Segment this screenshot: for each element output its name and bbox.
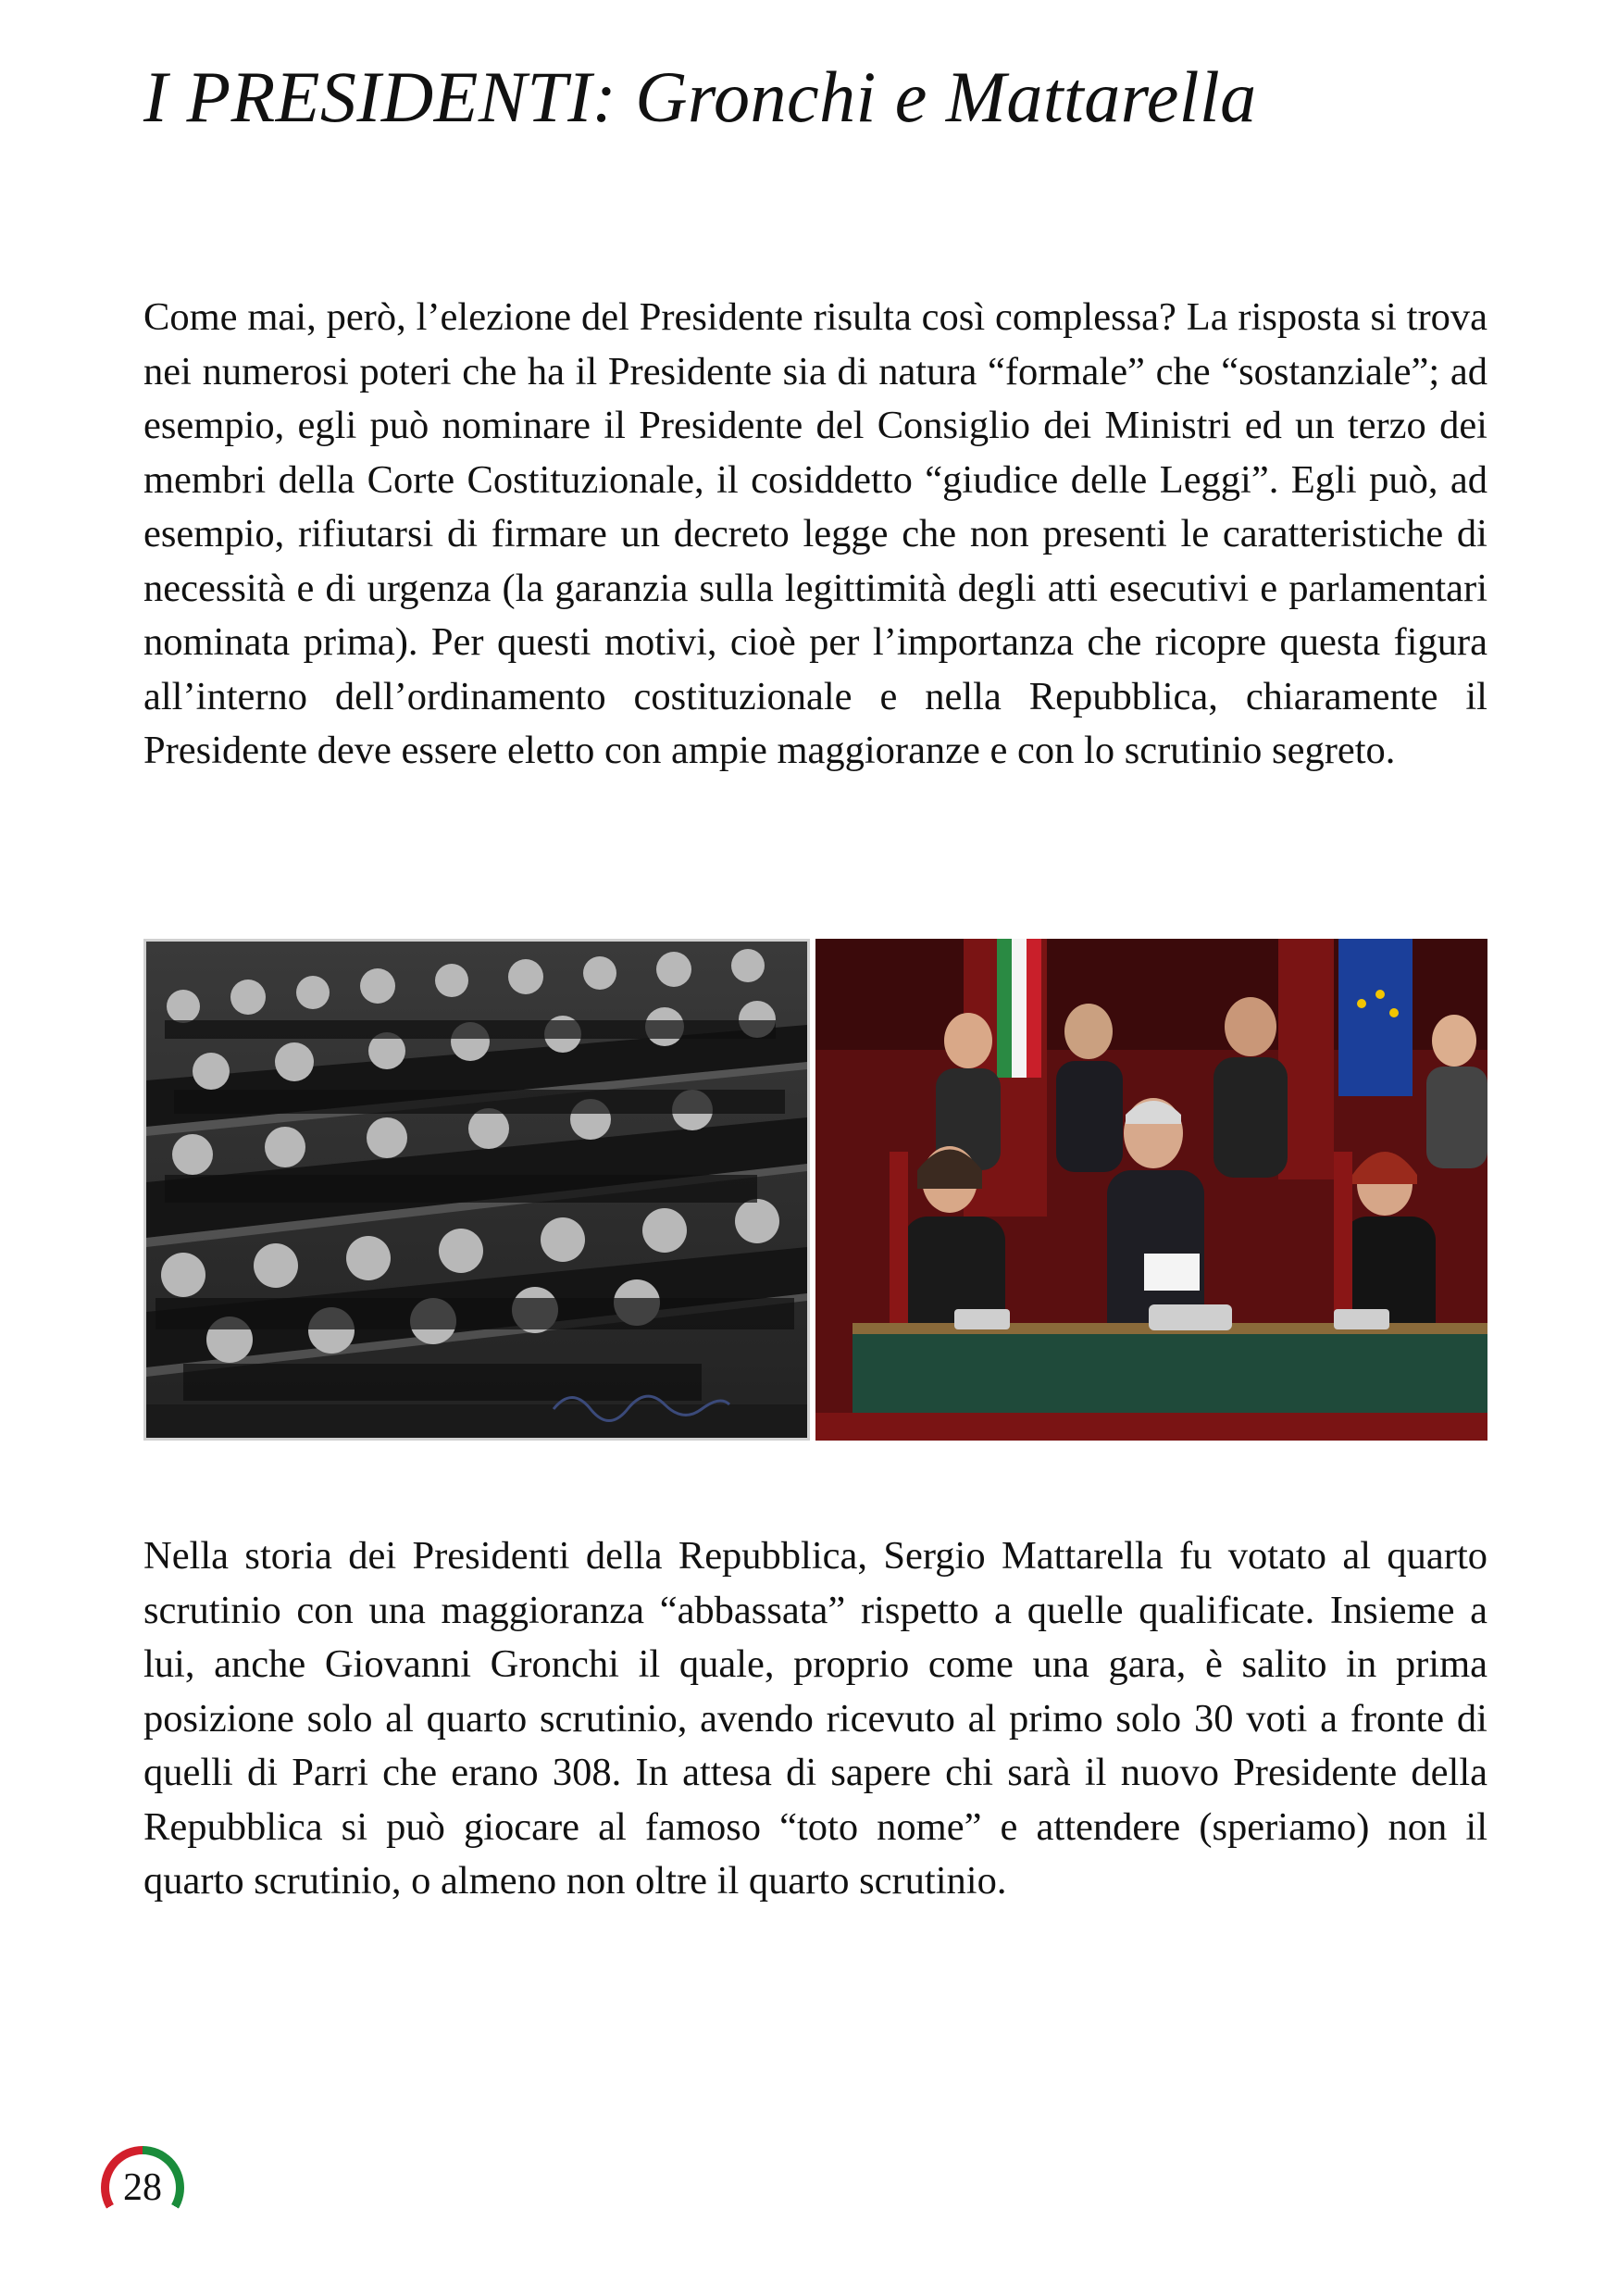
page-title: I PRESIDENTI: Gronchi e Mattarella bbox=[143, 56, 1257, 137]
body-paragraph-1: Come mai, però, l’elezione del Presidente risulta così complessa? La risposta si trova nei numerosi poteri che ha il Presidente sia di natura “formale” che “sostanziale”; ad esempio, egli può nominare il Presidente del Consiglio dei Ministri ed un terzo dei membri della Corte Costituzionale, il cosiddetto “giudice delle Leggi”. Egli può, ad esempio, rifiutarsi di firmare un decreto legge che non presenti le caratteristiche di necessità e di urgenza (la garanzia sulla legittimità degli atti esecutivi e parlamentari nominata prima). Per questi motivi, cioè per l’importanza che ricopre questa figura all’interno dell’ordinamento costituzionale e nella Repubblica, chiaramente il Presidente deve essere eletto con ampie maggioranze e con lo scrutinio segreto. bbox=[143, 295, 1487, 772]
photo-mattarella-oath bbox=[815, 939, 1487, 1441]
photo-gronchi-parliament bbox=[143, 939, 810, 1441]
page-number-badge bbox=[101, 2146, 184, 2229]
page-number: 28 bbox=[109, 2154, 176, 2221]
bw-chamber-illustration bbox=[146, 942, 807, 1438]
photo-strip bbox=[143, 939, 1487, 1441]
color-chamber-illustration bbox=[815, 939, 1487, 1441]
body-paragraph-2: Nella storia dei Presidenti della Repubblica, Sergio Mattarella fu votato al quarto scrutinio con una maggioranza “abbassata” rispetto a quelle qualificate. Insieme a lui, anche Giovanni Gronchi il quale, proprio come una gara, è salito in prima posizione solo al quarto scrutinio, avendo ricevuto al primo solo 30 voti a fronte di quelli di Parri che erano 308. In attesa di sapere chi sarà il nuovo Presidente della Repubblica si può giocare al famoso “toto nome” e attendere (speriamo) non il quarto scrutinio, o almeno non oltre il quarto scrutinio. bbox=[143, 1534, 1487, 1903]
